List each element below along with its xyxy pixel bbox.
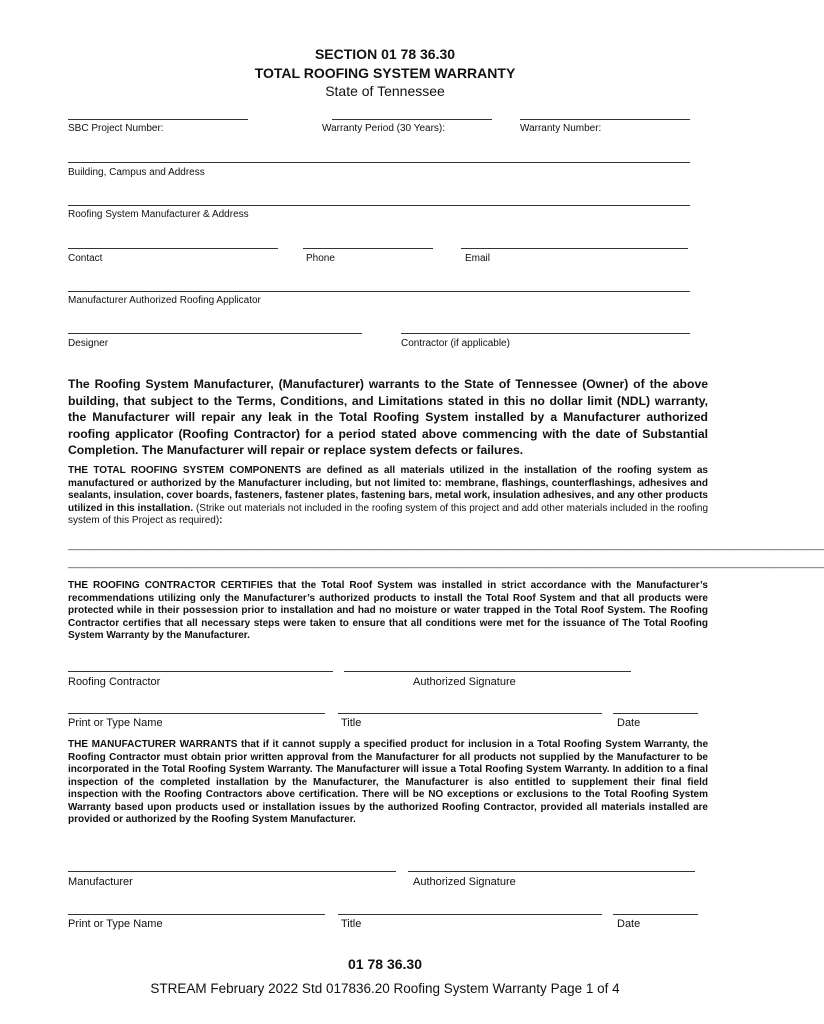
contractor-print-name-line[interactable] [68,713,325,714]
components-note: (Strike out materials not included in the roofing system of this project and add other materials included in the roofing system of this Project as required) [68,502,709,526]
contact-line[interactable] [68,248,278,249]
contractor-line[interactable] [401,333,690,334]
phone-line[interactable] [303,248,433,249]
state-subtitle: State of Tennessee [325,83,445,99]
manufacturer-signature-line[interactable] [408,871,695,872]
building-line[interactable] [68,162,690,163]
manufacturer-line[interactable] [68,871,396,872]
contact-label: Contact [68,253,103,264]
manufacturer-title-line[interactable] [338,914,602,915]
manufacturer-address-line[interactable] [68,205,690,206]
components-lead: THE TOTAL ROOFING SYSTEM COMPONENTS are defined as all materials utilized in the installation of the roofing system as manufactured or authorized by the Manufacturer including, but not limited to: membrane, flashings, counterflashings, adhesives and sealants, insulation, cover boards, fasteners, fastener plates, fastening bars, metal work, insulation adhesives, and any other products utilized in this installation. [68,465,708,514]
document-title: TOTAL ROOFING SYSTEM WARRANTY [254,65,516,81]
sbc-project-number-line[interactable] [68,119,248,120]
components-colon: : [219,515,223,526]
manufacturer-date-line[interactable] [613,914,698,915]
manufacturer-title-label: Title [341,918,362,930]
footer-section-code: 01 78 36.30 [348,956,422,972]
designer-line[interactable] [68,333,362,334]
roofing-contractor-label: Roofing Contractor [68,676,161,688]
applicator-label: Manufacturer Authorized Roofing Applicator [68,295,261,306]
manufacturer-address-label: Roofing System Manufacturer & Address [68,209,249,220]
intro-paragraph: The Roofing System Manufacturer, (Manufacturer) warrants to the State of Tennessee (Owner) of the above building, that subject to the Terms, Conditions, and Limitations stated in this no dollar limit (NDL) warranty, the Manufacturer will repair any leak in the Total Roofing System installed by a Manufacturer authorized roofing applicator (Roofing Contractor) for a period stated above commencing with the date of Substantial Completion. The Manufacturer will repair or replace system defects or failures. [68,377,708,457]
contractor-title-line[interactable] [338,713,602,714]
section-number: SECTION 01 78 36.30 [314,46,456,62]
manufacturer-date-label: Date [617,918,641,930]
warranty-period-line[interactable] [332,119,492,120]
contractor-date-line[interactable] [613,713,698,714]
components-paragraph [68,465,708,528]
designer-label: Designer [68,338,109,349]
warranty-period-label: Warranty Period (30 Years): [322,123,446,134]
contractor-title-label: Title [341,717,362,729]
contractor-date-label: Date [617,717,641,729]
warranty-number-label: Warranty Number: [520,123,602,134]
manufacturer-label: Manufacturer [68,876,133,888]
materials-line-1[interactable]: ________________________________________________________________________________________________________________________________________ [68,540,824,551]
applicator-line[interactable] [68,291,690,292]
contractor-authorized-signature-label: Authorized Signature [413,676,516,688]
manufacturer-print-name-line[interactable] [68,914,325,915]
footer-text: STREAM February 2022 Std 017836.20 Roofing System Warranty Page 1 of 4 [150,981,620,996]
contractor-signature-line[interactable] [344,671,631,672]
phone-label: Phone [306,253,335,264]
warranty-number-line[interactable] [520,119,690,120]
contractor-label: Contractor (if applicable) [401,338,510,349]
manufacturer-print-name-label: Print or Type Name [68,918,163,930]
materials-line-2[interactable]: ________________________________________________________________________________________________________________________________________ [68,558,824,569]
manufacturer-authorized-signature-label: Authorized Signature [413,876,516,888]
sbc-project-number-label: SBC Project Number: [68,123,164,134]
building-label: Building, Campus and Address [68,167,205,178]
contractor-print-name-label: Print or Type Name [68,717,163,729]
manufacturer-warrants-paragraph: THE MANUFACTURER WARRANTS that if it cannot supply a specified product for inclusion in a Total Roofing System Warranty, the Roofing Contractor must obtain prior written approval from the Manufacturer for all products not supplied by the Manufacturer to be incorporated in the Total Roofing System Warranty. The Manufacturer will issue a Total Roofing System Warranty. In addition to a final inspection of the completed installation by the Manufacturer, the Manufacturer is also entitled to supplement their final field inspection with the Roofing Contractors above certification. There will be NO exceptions or exclusions to the Total Roofing System Warranty based upon products used or installation issues by the authorized Roofing Contractor, provided all materials installed are provided or authorized by the Roofing System Manufacturer. [68,739,708,825]
email-label: Email [465,253,491,264]
contractor-certifies-paragraph: THE ROOFING CONTRACTOR CERTIFIES that the Total Roof System was installed in strict accordance with the Manufacturer’s recommendations utilizing only the Manufacturer’s authorized products to install the Total Roof System and that all products were protected while in their possession prior to installation and had no moisture or water trapped in the Total Roof System. The Roofing Contractor certifies that all necessary steps were taken to ensure that all conditions were met for the issuance of The Total Roofing System Warranty by the Manufacturer. [68,580,708,641]
email-line[interactable] [461,248,688,249]
roofing-contractor-line[interactable] [68,671,333,672]
